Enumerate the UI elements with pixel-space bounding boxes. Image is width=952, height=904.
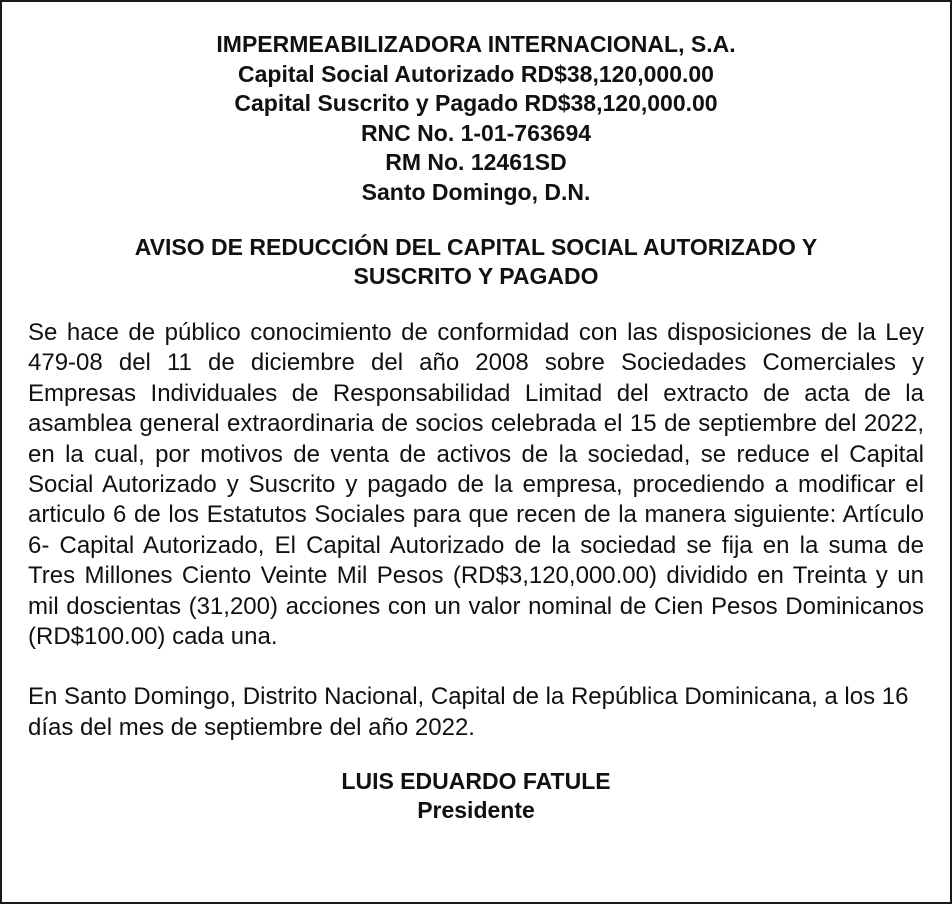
authorized-capital: Capital Social Autorizado RD$38,120,000.00 bbox=[238, 60, 714, 87]
notice-closing: En Santo Domingo, Distrito Nacional, Capital de la República Dominicana, a los 16 días del mes de septiembre del año 2022. bbox=[28, 683, 909, 741]
subscribed-capital: Capital Suscrito y Pagado RD$38,120,000.00 bbox=[234, 90, 718, 116]
company-name: IMPERMEABILIZADORA INTERNACIONAL, S.A. bbox=[216, 31, 736, 57]
notice-title-line-1: AVISO DE REDUCCIÓN DEL CAPITAL SOCIAL AUTORIZADO Y bbox=[134, 234, 818, 260]
notice-body: Se hace de público conocimiento de conformidad con las disposiciones de la Ley 479-08 del 11 de diciembre del año 2008 sobre Sociedades Comerciales y Empresas Individuales de Responsabilidad Limitad del extracto de acta de la asamblea general extraordinaria de socios celebrada el 15 de septiembre del 2022, en la cual, por motivos de venta de activos de la sociedad, se reduce el Capital Social Autorizado y Suscrito y pagado de la empresa, procediendo a modificar el articulo 6 de los Estatutos Sociales para que recen de la manera siguiente: Artículo 6- Capital Autorizado, El Capital Autorizado de la sociedad se fija en la suma de Tres Millones Ciento Veinte Mil Pesos (RD$3,120,000.00) dividido en Treinta y un mil doscientas (31,200) acciones con un valor nominal de Cien Pesos Dominicanos (RD$100.00) cada una. bbox=[28, 319, 924, 651]
rm-number: RM No. 12461SD bbox=[385, 149, 567, 175]
signatory-role: Presidente bbox=[417, 797, 535, 824]
notice-title-line-2: SUSCRITO Y PAGADO bbox=[353, 263, 599, 289]
notice-title bbox=[28, 233, 924, 291]
company-header bbox=[28, 30, 924, 207]
signatory-name: LUIS EDUARDO FATULE bbox=[341, 768, 611, 795]
rnc-number: RNC No. 1-01-763694 bbox=[360, 119, 592, 146]
signature-block bbox=[28, 767, 924, 825]
company-location: Santo Domingo, D.N. bbox=[361, 178, 591, 205]
